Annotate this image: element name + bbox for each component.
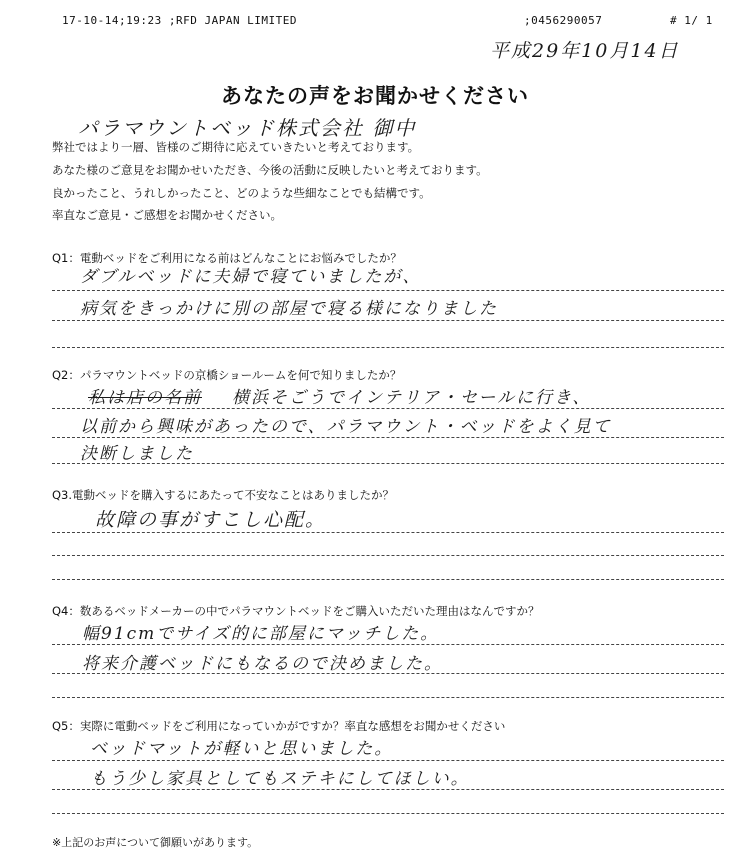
question-5-label: Q5：実際に電動ベッドをご利用になっていかがですか？率直な感想をお聞かせください bbox=[52, 719, 506, 733]
answer-rule bbox=[52, 555, 724, 556]
answer-rule bbox=[52, 290, 724, 291]
answer-4-line-1: 幅91cmでサイズ的に部屋にマッチした。 bbox=[82, 624, 440, 644]
fax-page-count: # 1/ 1 bbox=[670, 14, 713, 27]
intro-line: 率直なご意見・ご感想をお聞かせください。 bbox=[52, 208, 282, 222]
answer-rule bbox=[52, 813, 724, 814]
answer-rule bbox=[52, 463, 724, 464]
intro-line: 良かったこと、うれしかったこと、どのような些細なことでも結構です。 bbox=[52, 186, 431, 200]
answer-2-line-2: 以前から興味があったので、パラマウント・ベッドをよく見て bbox=[80, 417, 612, 437]
footer-note: ※上記のお声について御願いがあります。 bbox=[52, 836, 259, 849]
answer-1-line-2: 病気をきっかけに別の部屋で寝る様になりました bbox=[80, 299, 498, 319]
answer-5-line-2: もう少し家具としてもステキにしてほしい。 bbox=[90, 769, 470, 789]
answer-rule bbox=[52, 408, 724, 409]
question-2-label: Q2：パラマウントベッドの京橋ショールームを何で知りましたか？ bbox=[52, 368, 402, 382]
answer-2-line-3: 決断しました bbox=[80, 444, 194, 464]
intro-line: あなた様のご意見をお聞かせいただき、今後の活動に反映したいと考えております。 bbox=[52, 163, 488, 177]
answer-rule bbox=[52, 789, 724, 790]
answer-5-line-1: ベッドマットが軽いと思いました。 bbox=[90, 739, 394, 759]
answer-rule bbox=[52, 760, 724, 761]
answer-1-line-1: ダブルベッドに夫婦で寝ていましたが、 bbox=[80, 267, 422, 287]
page-title: あなたの声をお聞かせください bbox=[221, 84, 529, 108]
fax-number: ;0456290057 bbox=[524, 14, 603, 27]
answer-rule bbox=[52, 437, 724, 438]
answer-rule bbox=[52, 320, 724, 321]
fax-sender-line: 17-10-14;19:23 ;RFD JAPAN LIMITED bbox=[62, 14, 298, 27]
handwritten-addressee: パラマウントベッド株式会社 御中 bbox=[78, 116, 417, 140]
question-1-label: Q1：電動ベッドをご利用になる前はどんなことにお悩みでしたか？ bbox=[52, 251, 402, 265]
answer-2-line-1: 横浜そごうでインテリア・セールに行き、 bbox=[232, 388, 592, 408]
question-4-label: Q4：数あるベッドメーカーの中でパラマウントベッドをご購入いただいた理由はなんですか？ bbox=[52, 604, 540, 618]
fax-header bbox=[62, 14, 730, 30]
answer-2-struck-text: 私は店の名前 bbox=[88, 388, 202, 408]
answer-rule bbox=[52, 579, 724, 580]
answer-4-line-2: 将来介護ベッドにもなるので決めました。 bbox=[82, 654, 443, 674]
answer-rule bbox=[52, 673, 724, 674]
intro-line: 弊社ではより一層、皆様のご期待に応えていきたいと考えております。 bbox=[52, 140, 420, 154]
answer-rule bbox=[52, 644, 724, 645]
answer-rule bbox=[52, 347, 724, 348]
answer-rule bbox=[52, 532, 724, 533]
question-3-label: Q3.電動ベッドを購入するにあたって不安なことはありましたか？ bbox=[52, 488, 395, 502]
answer-3-line-1: 故障の事がすこし心配。 bbox=[95, 509, 327, 531]
answer-rule bbox=[52, 697, 724, 698]
handwritten-date: 平成29年10月14日 bbox=[490, 40, 680, 62]
